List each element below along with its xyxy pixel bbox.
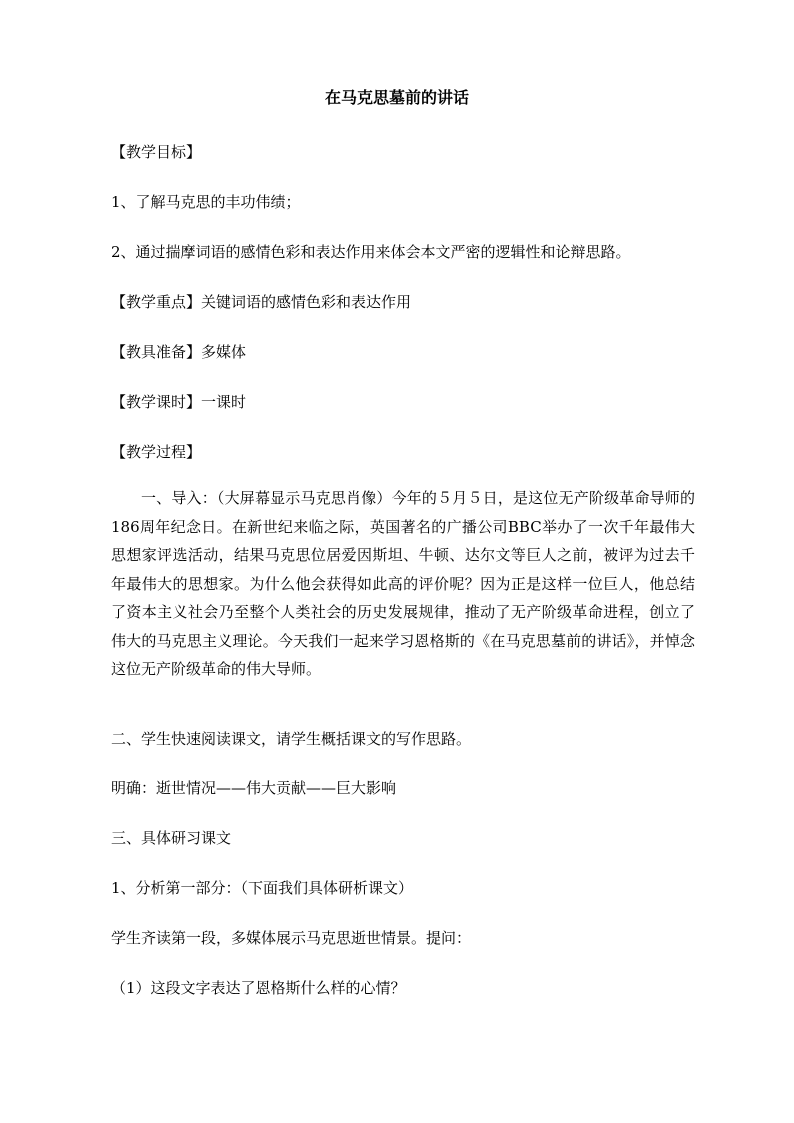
objectives-heading: 【教学目标】: [111, 143, 202, 161]
materials-line: 【教具准备】多媒体: [111, 343, 247, 361]
document-title: 在马克思墓前的讲话: [324, 88, 469, 107]
read-aloud-line: 学生齐读第一段，多媒体展示马克思逝世情景。提问：: [111, 929, 472, 947]
intro-paragraph: 一、导入：（大屏幕显示马克思肖像）今年的５月５日，是这位无产阶级革命导师的186周年纪念日。在新世纪来临之际，英国著名的广播公司BBC举办了一次千年最伟大思想家评选活动，结果马克思位居爱因斯坦、牛顿、达尔文等巨人之前，被评为过去千年最伟大的思想家。为什么他会获得如此高的评价呢？因为正是这样一位巨人，他总结了资本主义社会乃至整个人类社会的历史发展规律，推动了无产阶级革命进程，创立了伟大的马克思主义理论。今天我们一起来学习恩格斯的《在马克思墓前的讲话》，并悼念这位无产阶级革命的伟大导师。: [111, 489, 695, 678]
process-heading: 【教学过程】: [111, 443, 202, 461]
key-point-line: 【教学重点】关键词语的感情色彩和表达作用: [111, 293, 412, 311]
objective-item-2: 2、通过揣摩词语的感情色彩和表达作用来体会本文严密的逻辑性和论辩思路。: [111, 243, 631, 261]
step-3-line: 三、具体研习课文: [111, 829, 232, 847]
hours-line: 【教学课时】一课时: [111, 393, 247, 411]
analysis-1-line: 1、分析第一部分：（下面我们具体研析课文）: [111, 879, 414, 897]
step-2-line: 二、学生快速阅读课文，请学生概括课文的写作思路。: [111, 730, 472, 748]
clarify-line: 明确：逝世情况——伟大贡献——巨大影响: [111, 779, 397, 797]
objective-item-1: 1、了解马克思的丰功伟绩；: [111, 193, 301, 211]
question-1-line: （1）这段文字表达了恩格斯什么样的心情？: [111, 979, 406, 997]
